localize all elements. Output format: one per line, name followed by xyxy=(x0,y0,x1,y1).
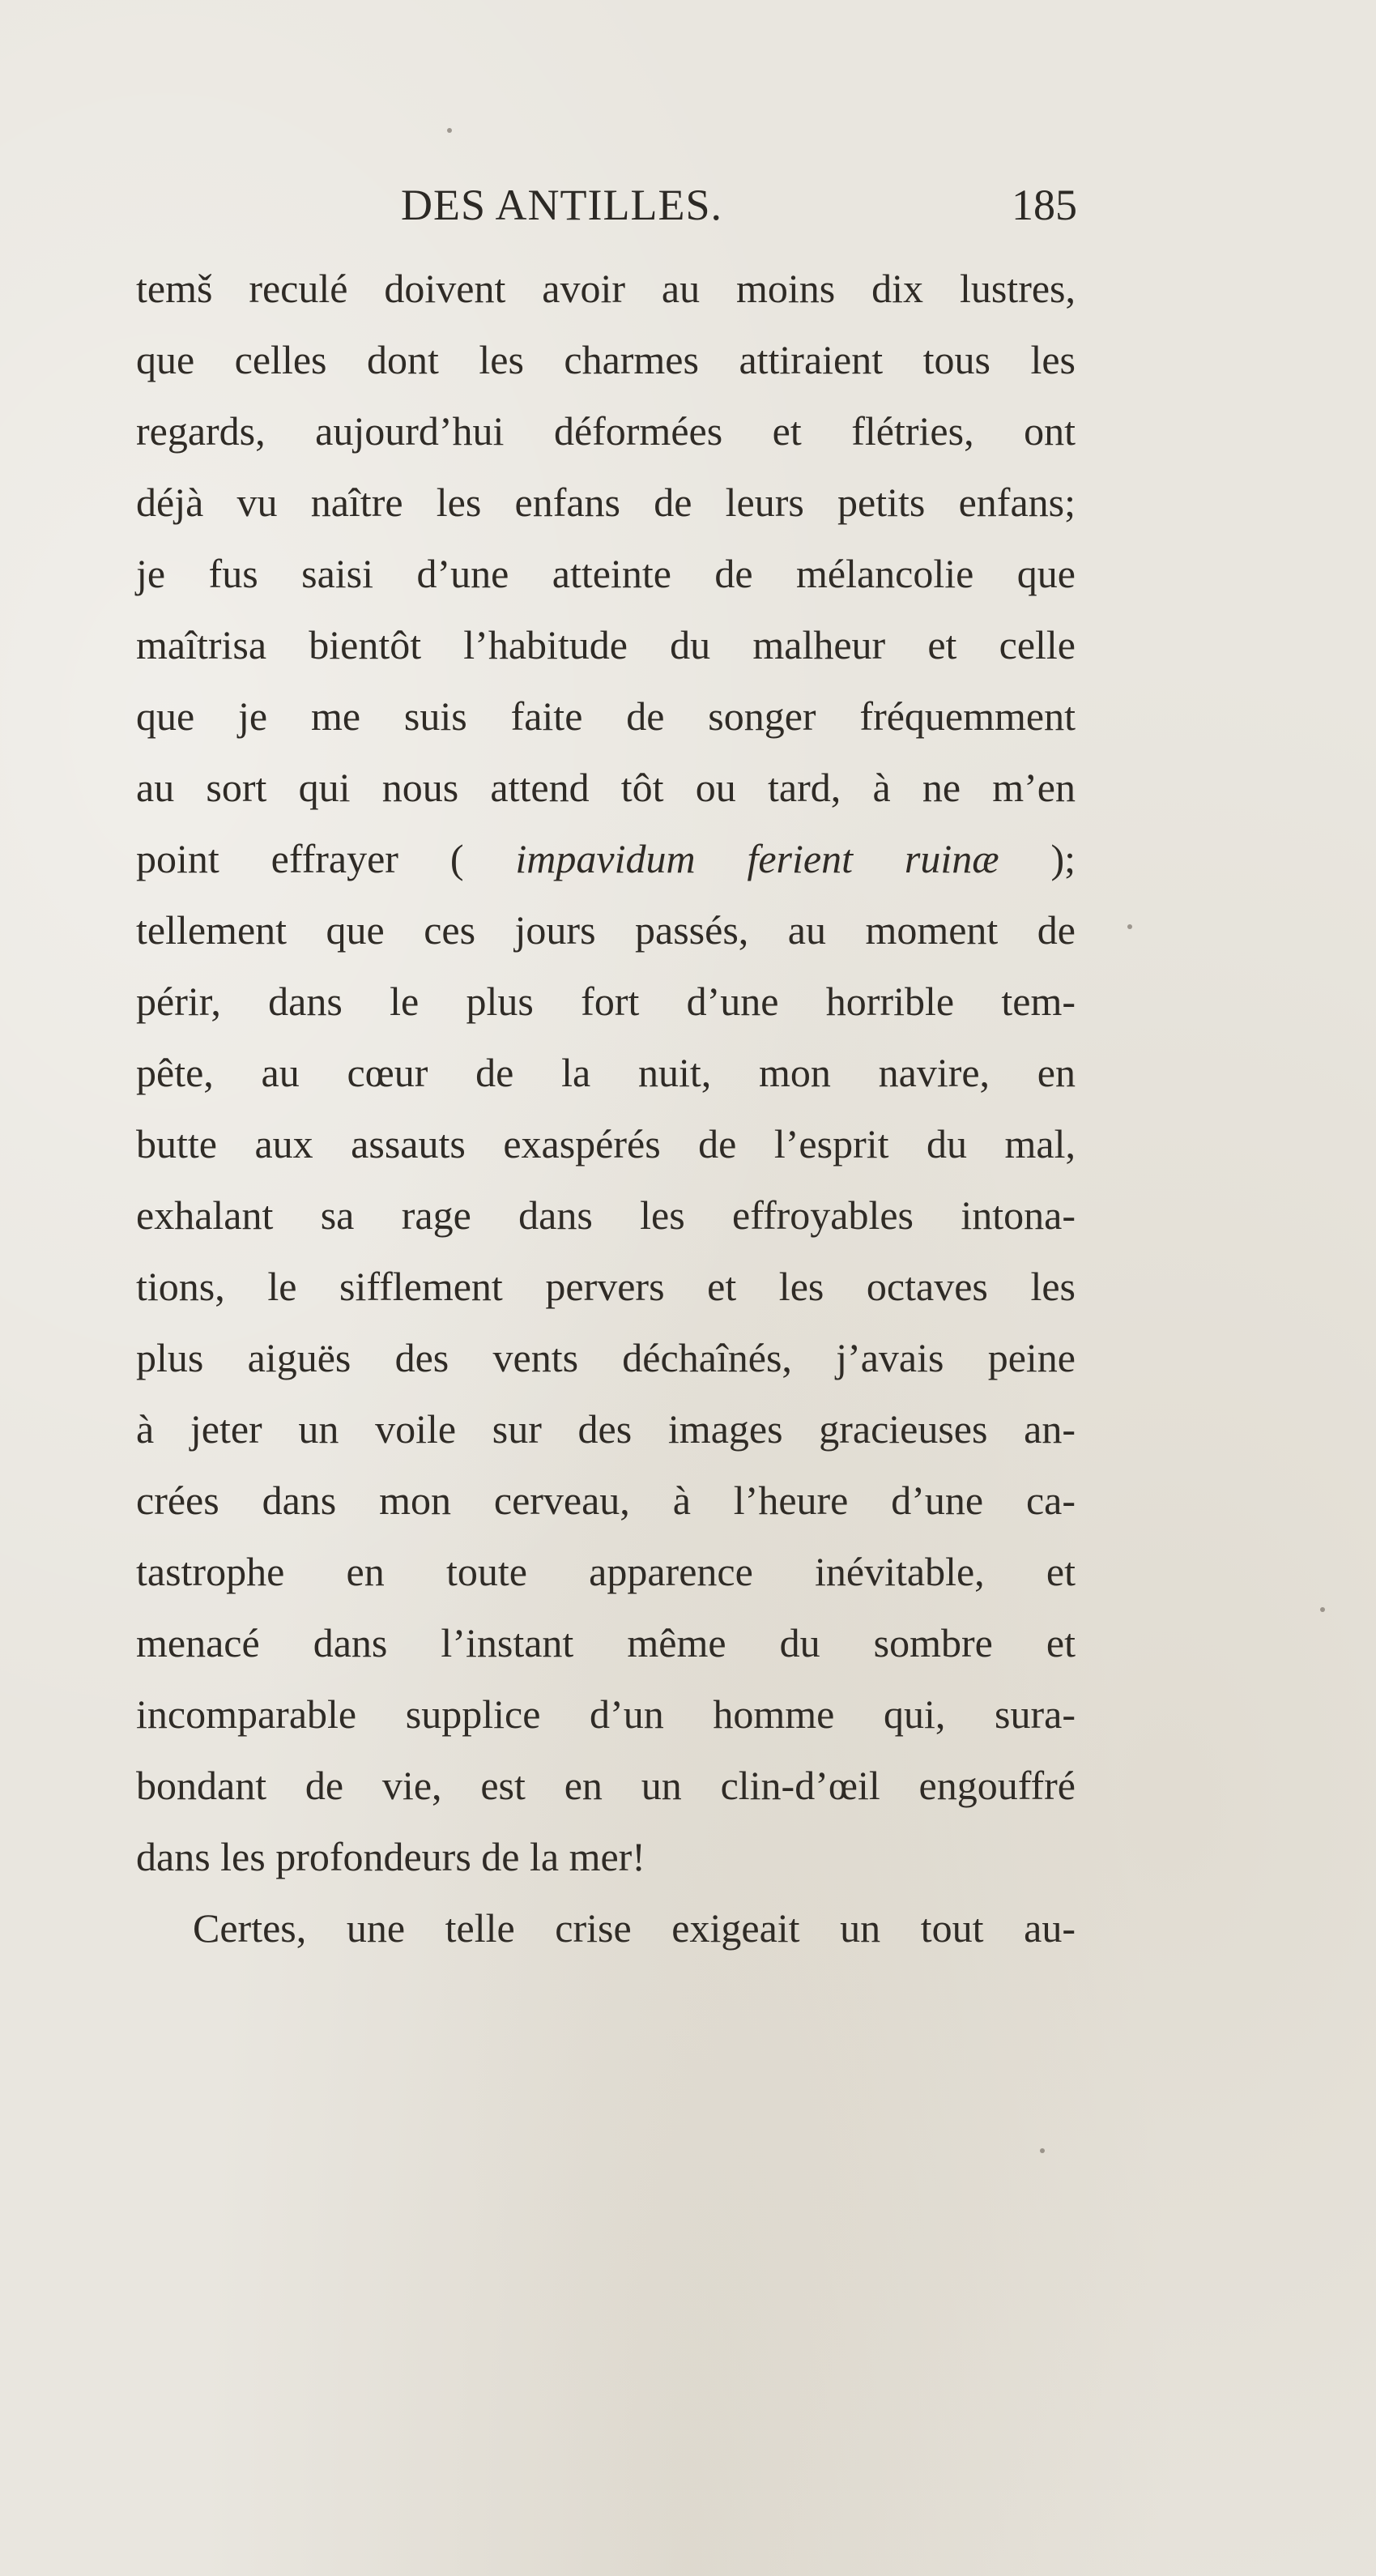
paper-speck xyxy=(1040,2148,1045,2153)
text-line: incomparable supplice d’un homme qui, sura- xyxy=(136,1691,1076,1737)
latin-quotation: impavidum ferient ruinæ xyxy=(515,836,999,881)
line-text-after: ); xyxy=(999,836,1076,881)
paragraph-end-line: dans les profondeurs de la mer! xyxy=(136,1834,645,1879)
text-line: au sort qui nous attend tôt ou tard, à ne m’en xyxy=(136,765,1076,810)
text-line: je fus saisi d’une atteinte de mélancolie que xyxy=(136,551,1076,596)
text-line: bondant de vie, est en un clin-d’œil engouffré xyxy=(136,1763,1076,1808)
text-line: que je me suis faite de songer fréquemment xyxy=(136,693,1076,739)
text-line-with-latin-quote xyxy=(136,823,1076,894)
line-text-before: point effrayer ( xyxy=(136,836,516,881)
paragraph-start-line: Certes, une telle crise exigeait un tout au- xyxy=(193,1905,1076,1951)
page-number: 185 xyxy=(1012,181,1077,229)
text-line: regards, aujourd’hui déformées et flétries, ont xyxy=(136,408,1076,454)
paper-speck xyxy=(1127,924,1132,929)
text-line: tions, le sifflement pervers et les octaves les xyxy=(136,1264,1076,1309)
text-line: exhalant sa rage dans les effroyables intona- xyxy=(136,1192,1076,1238)
text-line: temš reculé doivent avoir au moins dix lustres, xyxy=(136,266,1076,311)
running-head xyxy=(138,180,1077,241)
text-line: que celles dont les charmes attiraient tous les xyxy=(136,337,1076,382)
text-line: à jeter un voile sur des images gracieuses an- xyxy=(136,1406,1076,1452)
text-line: tastrophe en toute apparence inévitable, et xyxy=(136,1549,1076,1594)
text-line: pête, au cœur de la nuit, mon navire, en xyxy=(136,1050,1076,1095)
text-line: maîtrisa bientôt l’habitude du malheur et celle xyxy=(136,622,1076,667)
text-line: périr, dans le plus fort d’une horrible tem- xyxy=(136,979,1076,1024)
text-line: crées dans mon cerveau, à l’heure d’une ca- xyxy=(136,1478,1076,1523)
text-line: menacé dans l’instant même du sombre et xyxy=(136,1620,1076,1665)
body-text xyxy=(136,253,1076,1964)
paper-speck xyxy=(1320,1607,1325,1612)
running-title: DES ANTILLES. xyxy=(401,181,722,229)
text-line: tellement que ces jours passés, au moment de xyxy=(136,907,1076,953)
text-line: plus aiguës des vents déchaînés, j’avais peine xyxy=(136,1335,1076,1380)
paper-speck xyxy=(447,128,452,133)
text-line: déjà vu naître les enfans de leurs petits enfans; xyxy=(136,480,1076,525)
text-line: butte aux assauts exaspérés de l’esprit du mal, xyxy=(136,1121,1076,1166)
